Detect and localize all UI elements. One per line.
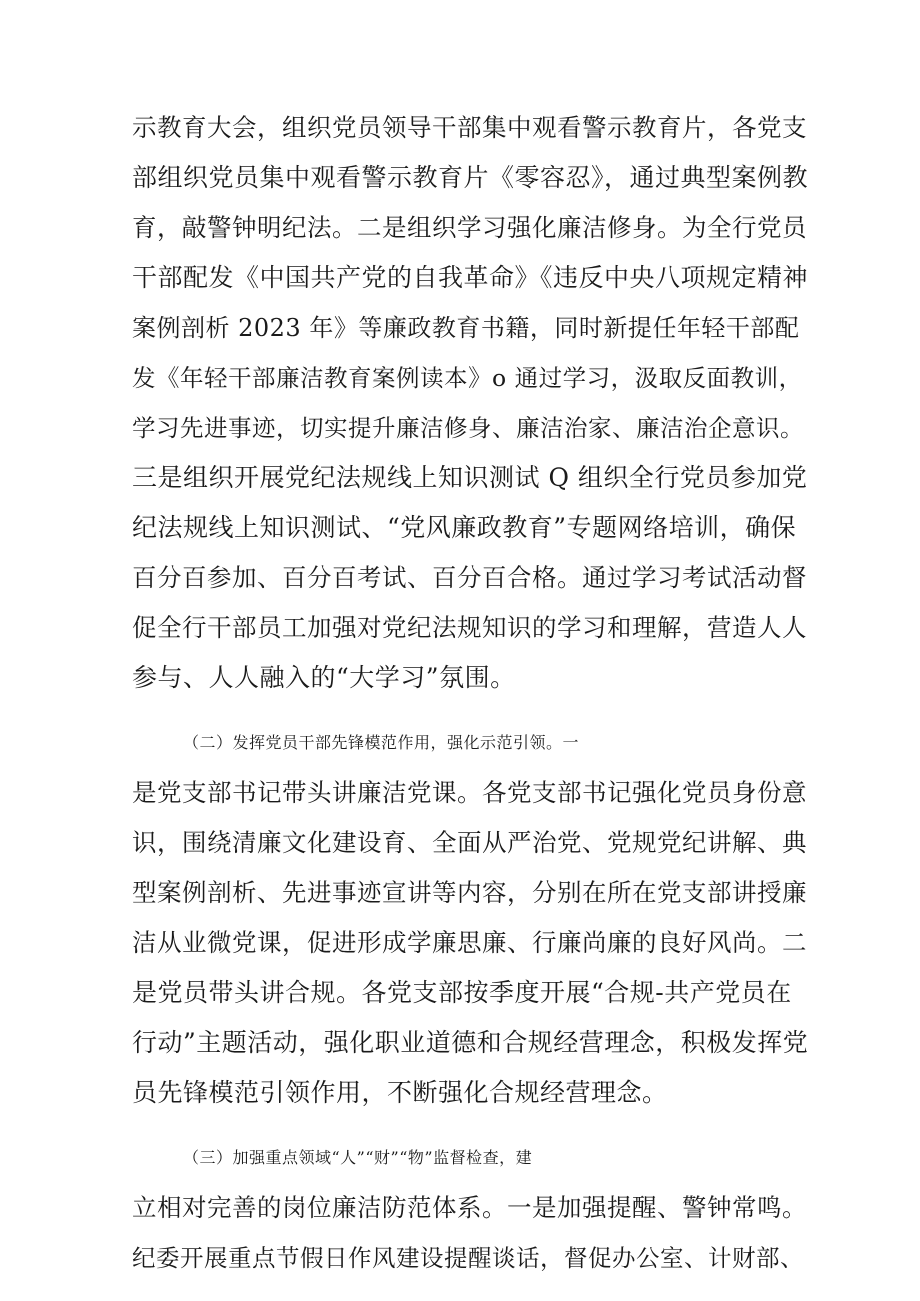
paragraph-line: 百分百参加、百分百考试、百分百合格。通过学习考试活动督 bbox=[132, 563, 807, 592]
section-heading-line: （三）加强重点领域“人”“财”“物”监督检查，建 bbox=[183, 1148, 533, 1167]
paragraph-line: 参与、人人融入的“大学习”氛围。 bbox=[132, 663, 516, 692]
paragraph-line: 立相对完善的岗位廉洁防范体系。一是加强提醒、警钟常鸣。 bbox=[132, 1193, 807, 1222]
paragraph-line: 纪委开展重点节假日作风建设提醒谈话，督促办公室、计财部、 bbox=[132, 1244, 804, 1272]
section-heading-line: （二）发挥党员干部先锋模范作用，强化示范引领。一 bbox=[183, 733, 580, 752]
paragraph-line: 示教育大会，组织党员领导干部集中观看警示教育片，各党支 bbox=[132, 113, 807, 142]
paragraph-line: 三是组织开展党纪法规线上知识测试 Q 组织全行党员参加党 bbox=[132, 463, 808, 492]
paragraph-line: 是党员带头讲合规。各党支部按季度开展“合规-共产党员在 bbox=[132, 978, 792, 1007]
paragraph-line: 部组织党员集中观看警示教育片《零容忍》，通过典型案例教 bbox=[132, 163, 809, 192]
paragraph-line: 育，敲警钟明纪法。二是组织学习强化廉洁修身。为全行党员 bbox=[132, 213, 807, 242]
paragraph-line: 案例剖析 2023 年》等廉政教育书籍，同时新提任年轻干部配 bbox=[132, 314, 800, 342]
paragraph-line: 行动”主题活动，强化职业道德和合规经营理念，积极发挥党 bbox=[132, 1028, 809, 1057]
paragraph-line: 洁从业微党课，促进形成学廉思廉、行廉尚廉的良好风尚。二 bbox=[132, 928, 807, 957]
paragraph-line: 型案例剖析、先进事迹宣讲等内容，分别在所在党支部讲授廉 bbox=[132, 878, 807, 907]
paragraph-line: 纪法规线上知识测试、“党风廉政教育”专题网络培训，确保 bbox=[132, 513, 797, 542]
paragraph-line: 识，围绕清廉文化建设育、全面从严治党、党规党纪讲解、典 bbox=[132, 828, 807, 857]
paragraph-line: 学习先进事迹，切实提升廉洁修身、廉洁治家、廉洁治企意识。 bbox=[132, 414, 804, 442]
paragraph-line: 员先锋模范引领作用，不断强化合规经营理念。 bbox=[132, 1078, 668, 1107]
paragraph-line: 促全行干部员工加强对党纪法规知识的学习和理解，营造人人 bbox=[132, 613, 807, 642]
paragraph-line: 是党支部书记带头讲廉洁党课。各党支部书记强化党员身份意 bbox=[132, 778, 807, 807]
paragraph-line: 发《年轻干部廉洁教育案例读本》o 通过学习，汲取反面教训， bbox=[132, 364, 803, 392]
paragraph-line: 干部配发《中国共产党的自我革命》《违反中央八项规定精神 bbox=[132, 263, 809, 292]
